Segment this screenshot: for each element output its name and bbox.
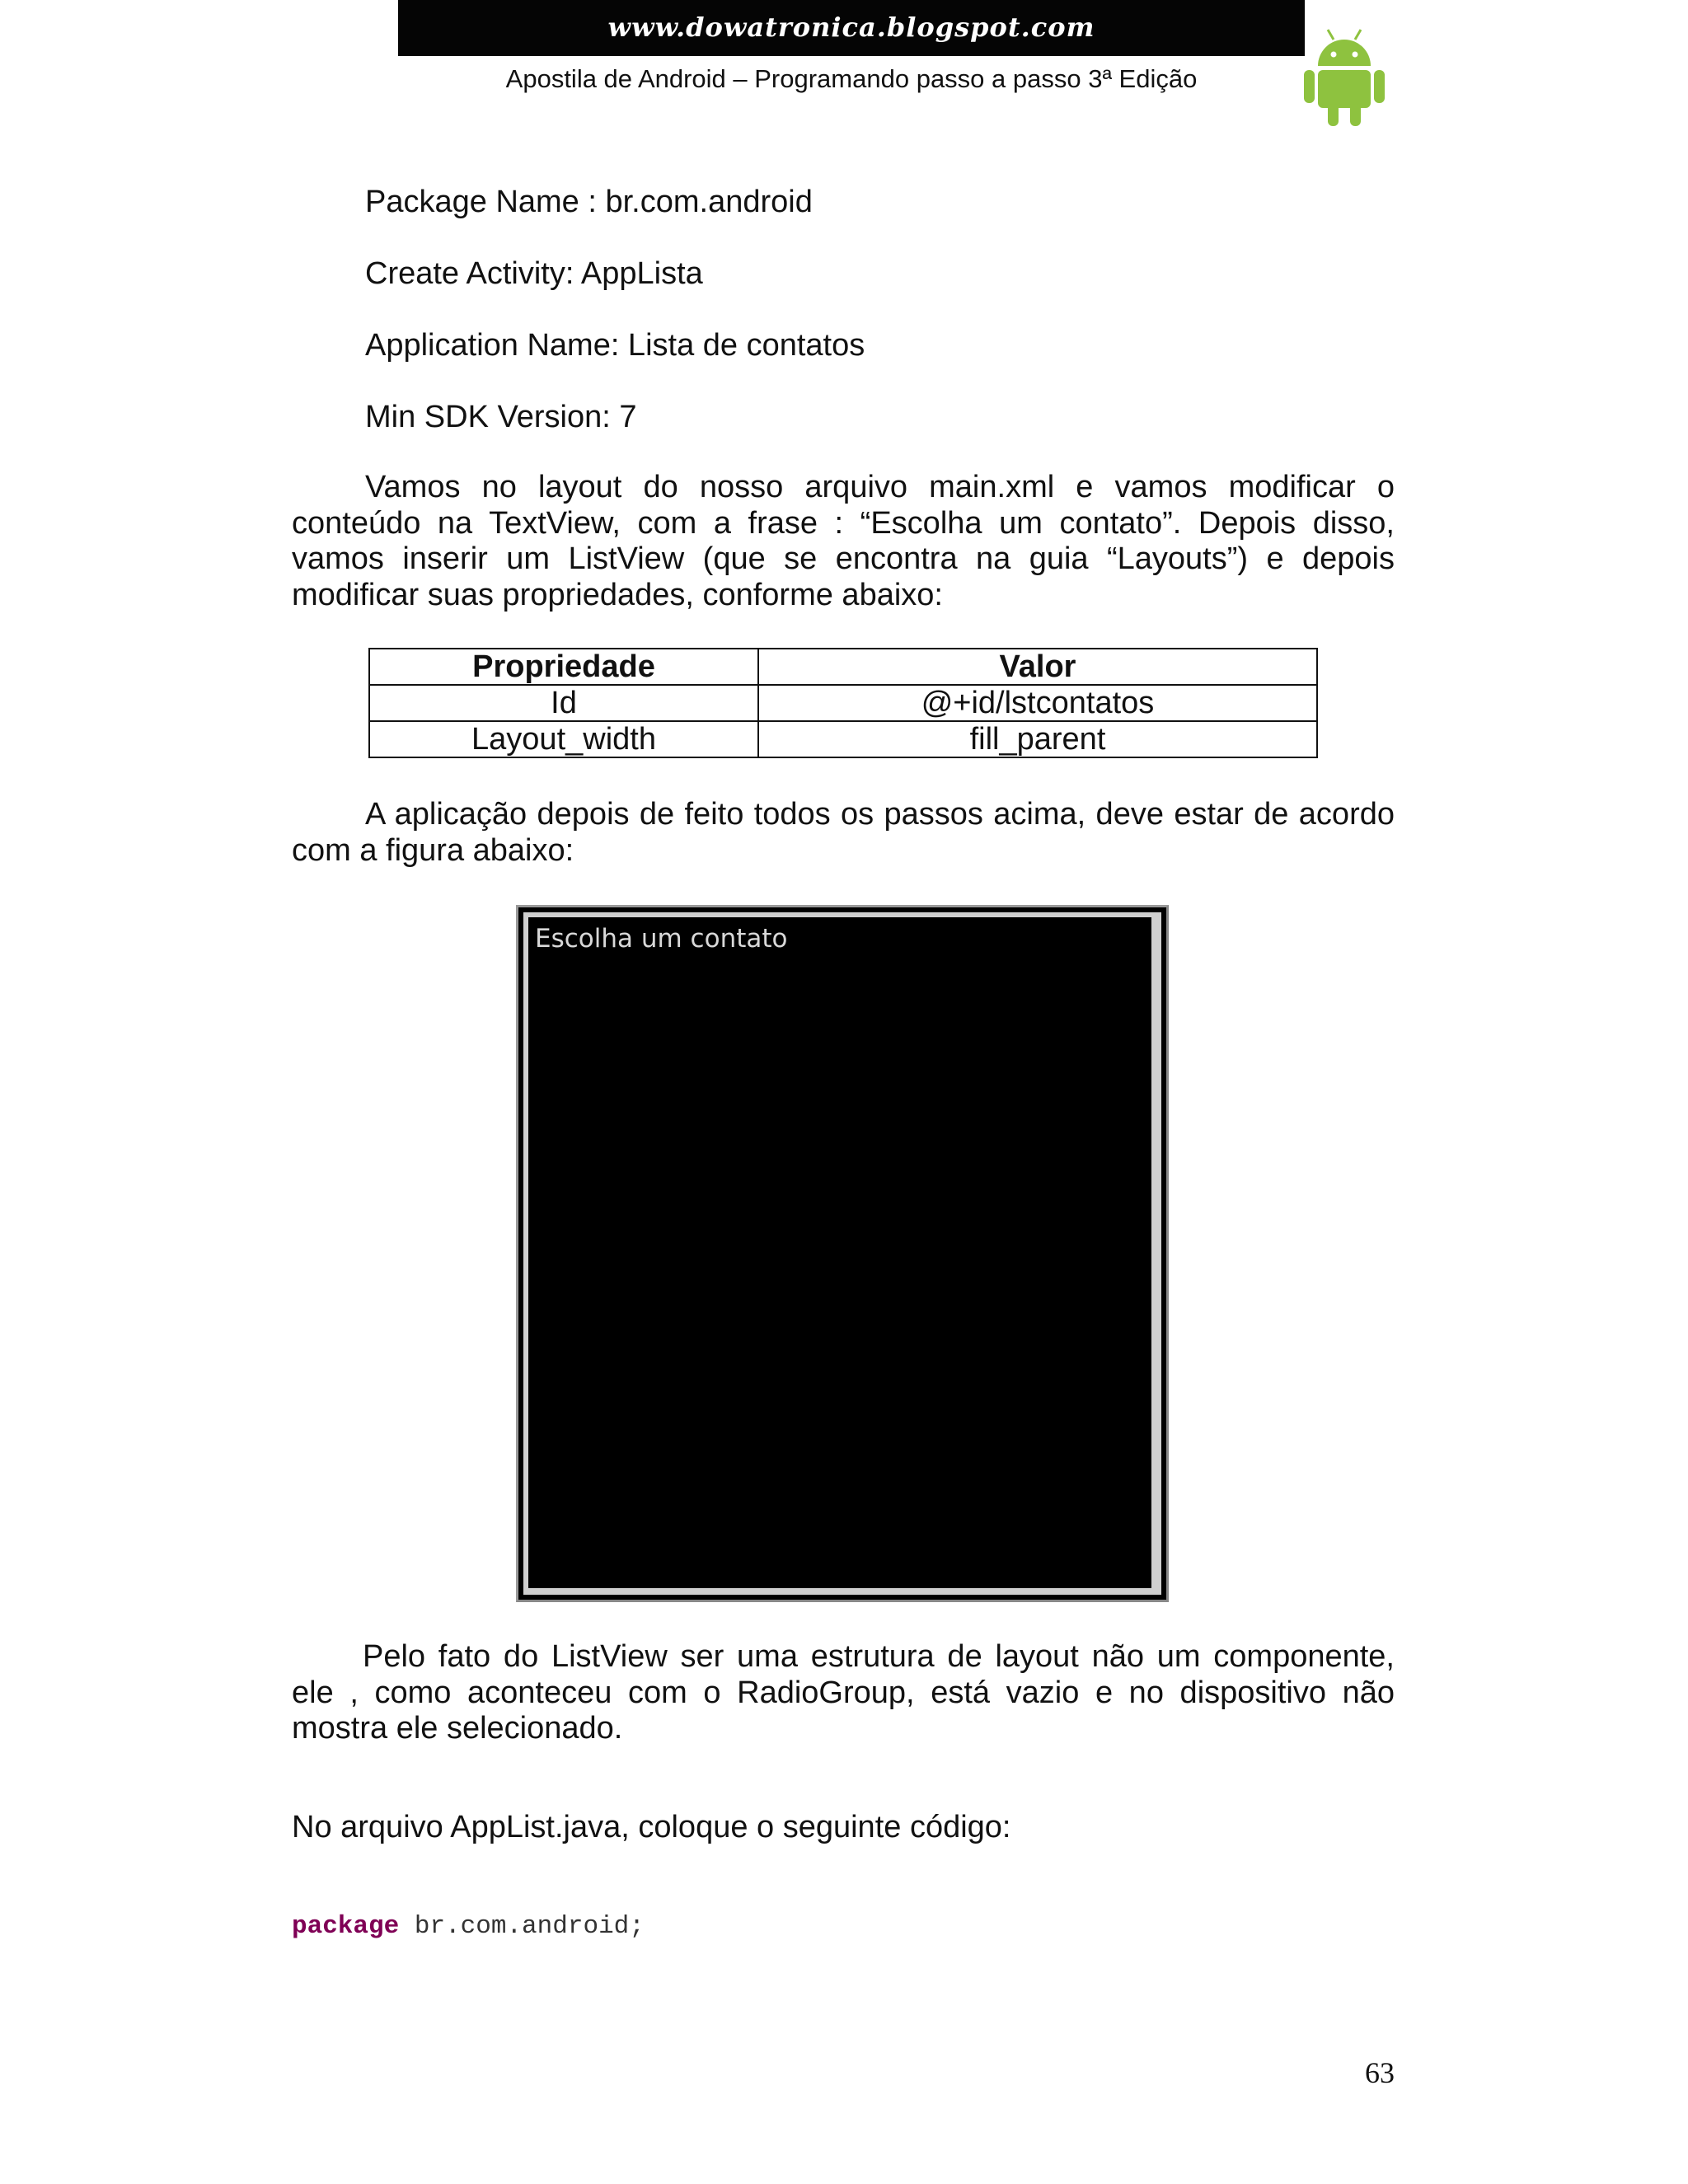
table-cell: Layout_width [369,721,758,757]
table-row [369,685,1317,721]
app-screen [523,912,1161,1595]
table-cell: Id [369,685,758,721]
table-row [369,721,1317,757]
properties-table [368,648,1318,758]
application-name-line: Application Name: Lista de contatos [365,328,865,363]
page-header-title: Apostila de Android – Programando passo a passo 3ª Edição [505,64,1198,93]
code-line [292,1912,645,1941]
column-header-property: Propriedade [369,649,758,685]
column-header-value: Valor [758,649,1317,685]
after-figure-paragraph: Pelo fato do ListView ser uma estrutura de layout não um componente, ele , como aconteceu com o RadioGroup, está vazio e no dispositivo não mostra ele selecionado. [292,1639,1395,1746]
code-intro-paragraph: No arquivo AppList.java, coloque o seguinte código: [292,1810,1011,1844]
project-settings [365,181,865,468]
textview-label: Escolha um contato [535,924,788,954]
code-text: br.com.android; [399,1912,645,1941]
package-name-line: Package Name : br.com.android [365,185,813,219]
table-header-row [369,649,1317,685]
table-cell: @+id/lstcontatos [758,685,1317,721]
create-activity-line: Create Activity: AppLista [365,256,703,291]
table-cell: fill_parent [758,721,1317,757]
page-number: 63 [1365,2056,1395,2089]
after-table-paragraph: A aplicação depois de feito todos os passos acima, deve estar de acordo com a figura abaixo: [292,797,1395,868]
intro-paragraph: Vamos no layout do nosso arquivo main.xml e vamos modificar o conteúdo na TextView, com a frase : “Escolha um contato”. Depois disso, vamos inserir um ListView (que se encontra na guia “Layouts”) e depois modificar suas propriedades, conforme abaixo: [292,470,1395,612]
android-robot-icon [1301,25,1388,127]
code-keyword: package [292,1912,400,1941]
min-sdk-line: Min SDK Version: 7 [365,400,637,434]
site-banner: www.dowatronica.blogspot.com [398,0,1305,56]
app-screenshot [516,905,1169,1602]
